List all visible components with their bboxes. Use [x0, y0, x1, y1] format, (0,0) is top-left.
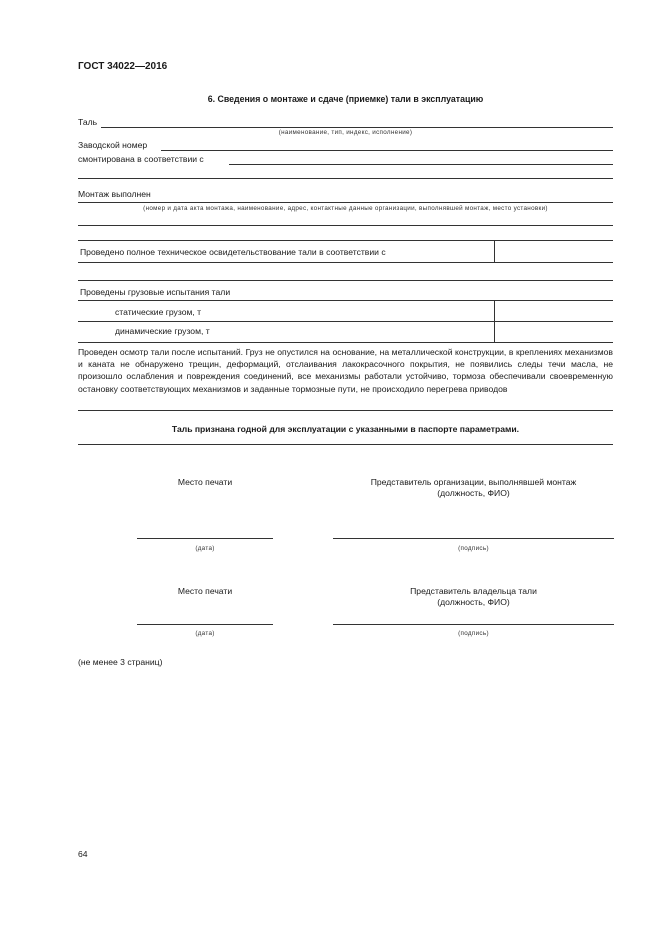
table-bottom-border: [78, 410, 613, 411]
owner-representative-position: (должность, ФИО): [437, 597, 510, 607]
mounted-label: смонтирована в соответствии с: [78, 154, 204, 164]
montage-input-line-2[interactable]: [78, 225, 613, 226]
tal-hint: (наименование, тип, индекс, исполнение): [278, 129, 413, 136]
tal-input-line[interactable]: [101, 127, 613, 128]
load-tests-label: Проведены грузовые испытания тали: [80, 287, 231, 297]
montage-input-line[interactable]: [78, 202, 613, 203]
table-row-border: [78, 321, 613, 322]
table-row-border: [78, 300, 613, 301]
table-row-border: [78, 342, 613, 343]
signature-line[interactable]: [333, 538, 614, 539]
serial-label: Заводской номер: [78, 140, 148, 150]
static-load-label: статические грузом, т: [115, 307, 202, 317]
date-hint: (дата): [195, 630, 215, 637]
stamp-place-label: Место печати: [177, 586, 233, 596]
page-number: 64: [78, 849, 88, 859]
table-row-border: [78, 262, 613, 263]
owner-representative-label: Представитель владельца тали: [410, 586, 537, 596]
section-title: 6. Сведения о монтаже и сдаче (приемке) тали в эксплуатацию: [207, 94, 484, 104]
mounted-input-line-2[interactable]: [78, 178, 613, 179]
installer-representative-position: (должность, ФИО): [437, 488, 510, 498]
table-top-border: [78, 240, 613, 241]
montage-hint: (номер и дата акта монтажа, наименование, адрес, контактные данные организации, выполнявшей монтаж, место установки): [143, 205, 548, 212]
installer-representative-label: Представитель организации, выполнявшей монтаж: [370, 477, 577, 487]
document-standard-number: ГОСТ 34022—2016: [78, 61, 168, 72]
tal-label: Таль: [78, 117, 98, 127]
serial-input-line[interactable]: [161, 150, 613, 151]
date-line[interactable]: [137, 624, 273, 625]
conclusion-text: Таль признана годной для эксплуатации с указанными в паспорте параметрами.: [171, 424, 520, 434]
signature-line[interactable]: [333, 624, 614, 625]
inspection-label: Проведено полное техническое освидетельствование тали в соответствии с: [80, 247, 386, 257]
dynamic-load-label: динамические грузом, т: [115, 326, 210, 336]
stamp-place-label: Место печати: [177, 477, 233, 487]
date-line[interactable]: [137, 538, 273, 539]
conclusion-underline: [78, 444, 613, 445]
mounted-input-line[interactable]: [229, 164, 613, 165]
signature-hint: (подпись): [458, 545, 489, 552]
footer-note: (не менее 3 страниц): [78, 657, 163, 667]
inspection-divider: [494, 240, 495, 262]
montage-label: Монтаж выполнен: [78, 189, 151, 199]
inspection-paragraph: Проведен осмотр тали после испытаний. Груз не опустился на основание, на металлической конструкции, в креплениях механизмов и каната не обнаружено трещин, деформаций, отслаивания лакокрасочного покрытия, не появились следы течи масла, не произошло ослабления и повреждения соединений, все механизмы работали устойчиво, тормоза обеспечивали своевременную остановку соответствующих механизмов и заданные тормозные пути, не происходило перегрева приводов: [78, 347, 613, 394]
table-row-border: [78, 280, 613, 281]
date-hint: (дата): [195, 545, 215, 552]
signature-hint: (подпись): [458, 630, 489, 637]
